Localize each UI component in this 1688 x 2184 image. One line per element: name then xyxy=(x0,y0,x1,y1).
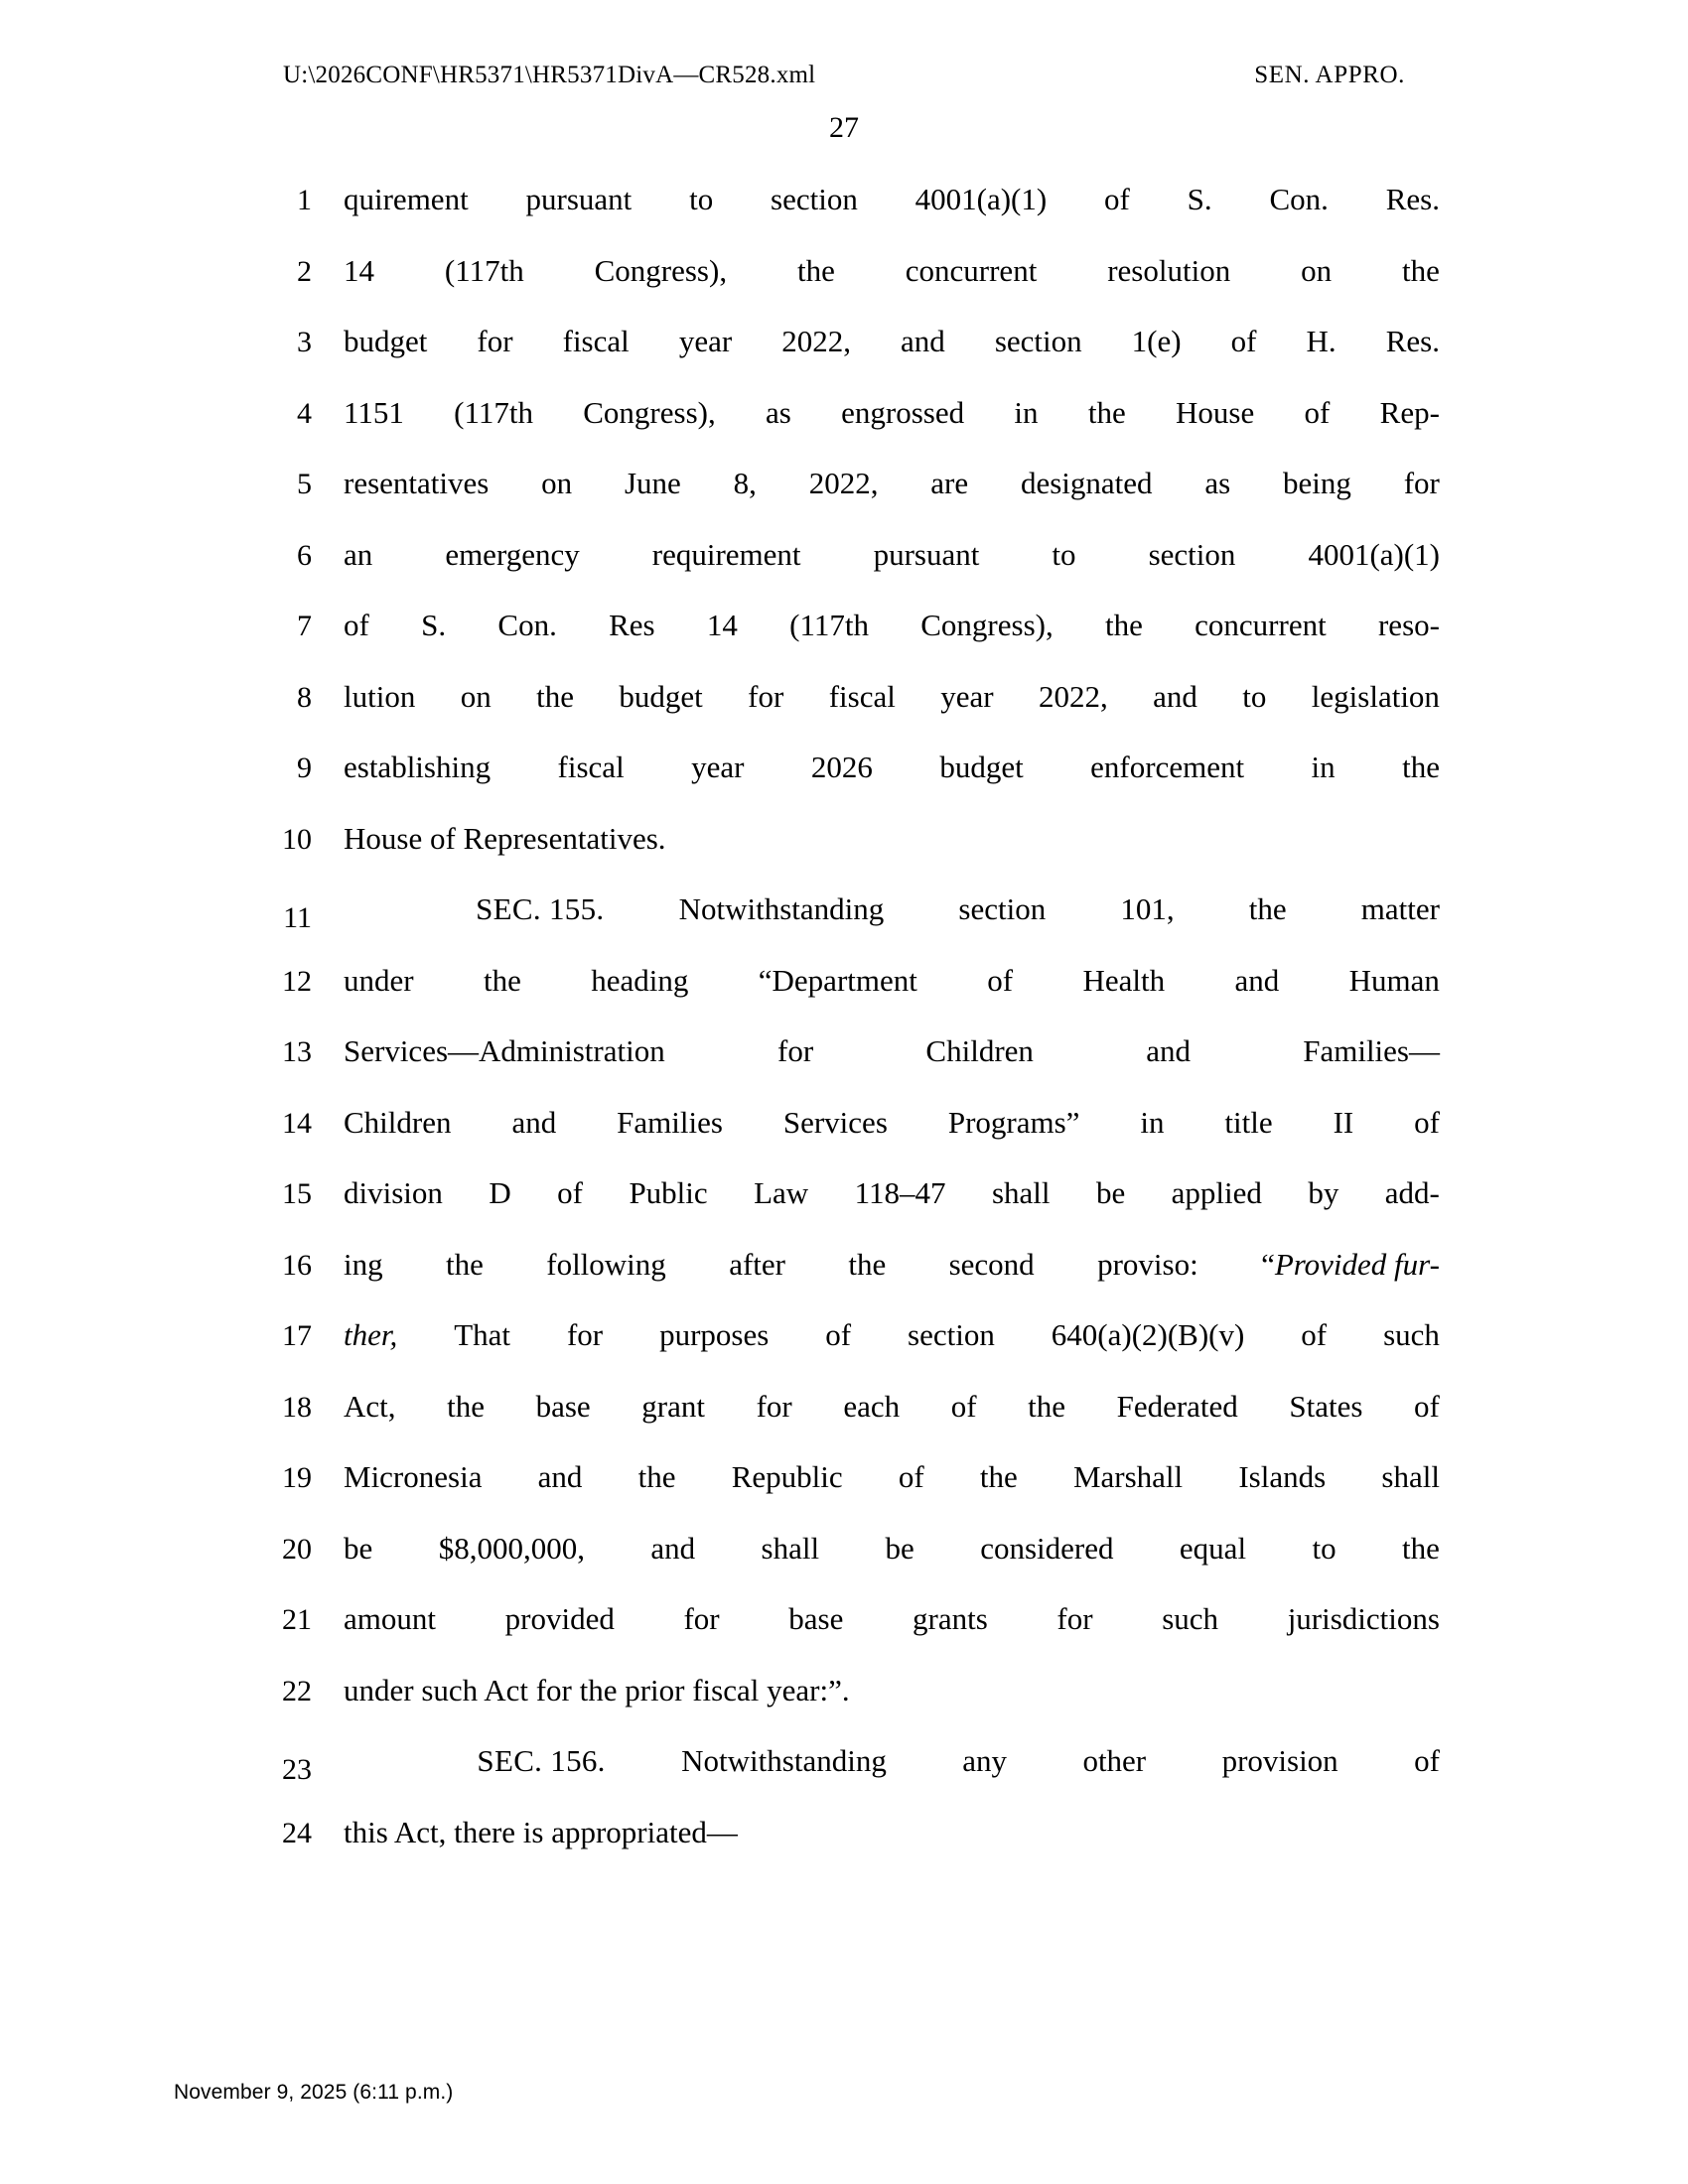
statute-line xyxy=(248,1743,1440,1815)
statute-line xyxy=(248,1033,1440,1105)
word: base xyxy=(788,1601,844,1636)
line-content xyxy=(312,466,1440,501)
word: the xyxy=(536,678,574,714)
word: Act, xyxy=(344,1388,396,1424)
word: Congress), xyxy=(583,394,716,430)
word: Federated xyxy=(1116,1388,1238,1424)
word: other xyxy=(1082,1743,1147,1778)
word: being xyxy=(1283,466,1351,500)
word: lution xyxy=(344,678,416,714)
word: the xyxy=(796,252,835,288)
word: budget xyxy=(939,750,1024,784)
word: resolution xyxy=(1107,252,1231,288)
word: (117th xyxy=(444,252,524,288)
line-content xyxy=(312,608,1440,643)
line-content xyxy=(312,1389,1440,1425)
word: budget xyxy=(344,324,428,358)
line-number: 16 xyxy=(282,1248,312,1282)
paragraph-indent xyxy=(344,891,401,927)
quoted-italic-run xyxy=(1261,1247,1440,1283)
line-content xyxy=(312,1815,1440,1850)
line-number: 22 xyxy=(282,1674,312,1707)
statute-line xyxy=(248,253,1440,325)
word: an xyxy=(344,536,373,572)
line-content xyxy=(312,1033,1440,1069)
word: and xyxy=(1146,1033,1191,1068)
word: grants xyxy=(913,1601,988,1636)
word: division xyxy=(344,1175,443,1210)
word: Human xyxy=(1348,962,1440,998)
word: each xyxy=(843,1388,901,1424)
line-number: 11 xyxy=(283,901,312,934)
line-number: 5 xyxy=(297,468,312,500)
word: the xyxy=(979,1459,1018,1494)
word: of xyxy=(1414,1104,1440,1140)
statute-line xyxy=(248,1815,1440,1886)
word: and xyxy=(1153,678,1197,714)
word: concurrent xyxy=(1195,608,1327,642)
word: the xyxy=(483,962,521,998)
word: emergency xyxy=(445,536,580,572)
word: “ xyxy=(1261,1246,1275,1282)
word: 2022, xyxy=(781,324,851,358)
word: Services—Administration xyxy=(344,1033,665,1068)
word: year xyxy=(691,750,745,784)
word: Con. xyxy=(1269,182,1329,216)
word: be xyxy=(344,1530,373,1566)
line-words: under such Act for the prior fiscal year:”. xyxy=(344,1672,850,1707)
word: legislation xyxy=(1311,678,1440,714)
line-content xyxy=(312,679,1440,715)
line-words: House of Representatives. xyxy=(344,820,666,856)
word: on xyxy=(541,466,573,500)
word: for xyxy=(1056,1601,1093,1636)
word: Notwithstanding xyxy=(678,891,885,926)
word: designated xyxy=(1020,466,1153,500)
word: Public xyxy=(629,1175,708,1210)
line-number: 13 xyxy=(282,1035,312,1068)
word: resentatives xyxy=(344,466,490,500)
word: title xyxy=(1224,1104,1273,1140)
word: Rep- xyxy=(1379,394,1440,430)
word: (117th xyxy=(454,394,533,430)
word: Res. xyxy=(1385,324,1440,358)
word: grant xyxy=(641,1388,705,1424)
word: to xyxy=(1312,1530,1336,1566)
statute-line xyxy=(248,1601,1440,1673)
word: 4001(a)(1) xyxy=(914,182,1048,216)
statute-line xyxy=(248,821,1440,892)
line-number: 23 xyxy=(282,1753,312,1786)
word: of xyxy=(987,962,1014,998)
line-content xyxy=(312,395,1440,431)
line-content xyxy=(312,1105,1440,1141)
word: That xyxy=(454,1317,511,1352)
word: the xyxy=(446,1246,484,1282)
word: Res. xyxy=(1385,182,1440,216)
word: Congress), xyxy=(594,252,728,288)
word: reso- xyxy=(1377,608,1440,642)
word: considered xyxy=(980,1530,1114,1566)
word: the xyxy=(447,1388,485,1424)
line-number: 9 xyxy=(297,751,312,784)
section-label: SEC. 155. xyxy=(476,891,605,926)
line-content xyxy=(312,1247,1440,1283)
word: after xyxy=(729,1246,785,1282)
word: Micronesia xyxy=(344,1459,483,1494)
page-number: 27 xyxy=(829,111,859,144)
word: Law xyxy=(754,1175,809,1210)
line-content xyxy=(312,963,1440,999)
word: in xyxy=(1014,394,1039,430)
word: the xyxy=(848,1246,887,1282)
italic-proviso-text: Provided fur- xyxy=(1274,1246,1440,1282)
line-number: 24 xyxy=(282,1816,312,1849)
word: of xyxy=(1414,1388,1440,1424)
word: the xyxy=(1028,1388,1065,1424)
line-number: 6 xyxy=(297,538,312,572)
word: 2026 xyxy=(810,750,873,784)
word: of xyxy=(825,1317,852,1352)
line-content xyxy=(312,324,1440,359)
word: for xyxy=(756,1388,792,1424)
word: S. xyxy=(1187,182,1212,216)
word: equal xyxy=(1179,1530,1247,1566)
word: the xyxy=(1402,1530,1440,1566)
word: budget xyxy=(619,678,703,714)
line-content xyxy=(312,253,1440,289)
word: ing xyxy=(344,1246,383,1282)
line-number: 2 xyxy=(297,254,312,288)
line-number: 21 xyxy=(282,1603,312,1636)
word: such xyxy=(1162,1601,1219,1636)
word: provided xyxy=(504,1601,615,1636)
word: proviso: xyxy=(1097,1246,1198,1282)
line-content xyxy=(312,821,1440,857)
word: heading xyxy=(591,962,689,998)
statute-line xyxy=(248,1673,1440,1744)
statute-line xyxy=(248,537,1440,609)
word: 2022, xyxy=(808,466,879,500)
statute-line xyxy=(248,608,1440,679)
word: are xyxy=(930,466,969,500)
word: base xyxy=(535,1388,591,1424)
word: 2022, xyxy=(1038,678,1108,714)
word: quirement xyxy=(344,182,469,216)
line-content xyxy=(312,182,1440,217)
word: section xyxy=(994,324,1082,358)
word: shall xyxy=(1381,1459,1440,1494)
word: section xyxy=(908,1317,995,1352)
word: for xyxy=(1403,466,1440,500)
word: be xyxy=(885,1530,914,1566)
word: Programs” xyxy=(947,1104,1080,1140)
word: enforcement xyxy=(1090,750,1245,784)
word: of xyxy=(1414,1743,1440,1778)
word: the xyxy=(1105,608,1143,642)
word: of xyxy=(344,608,369,642)
statute-line xyxy=(248,182,1440,253)
word: for xyxy=(748,678,784,714)
word: and xyxy=(650,1530,696,1566)
word: shall xyxy=(991,1175,1051,1210)
statute-line xyxy=(248,750,1440,821)
line-number: 18 xyxy=(282,1390,312,1424)
line-content xyxy=(312,1601,1440,1637)
word: provision xyxy=(1221,1743,1338,1778)
line-number: 10 xyxy=(282,822,312,856)
statute-line xyxy=(248,1459,1440,1531)
word: on xyxy=(1301,252,1333,288)
line-content xyxy=(312,537,1440,573)
word: $8,000,000, xyxy=(438,1530,585,1566)
word: following xyxy=(546,1246,666,1282)
word: 4001(a)(1) xyxy=(1308,536,1440,572)
word: Notwithstanding xyxy=(681,1743,887,1778)
line-content xyxy=(312,1175,1440,1211)
word: D xyxy=(489,1175,511,1210)
word: for xyxy=(477,324,513,358)
line-content xyxy=(312,891,1440,927)
word: Marshall xyxy=(1072,1459,1184,1494)
word: Children xyxy=(344,1104,452,1140)
word: of xyxy=(950,1388,977,1424)
footer-timestamp: November 9, 2025 (6:11 p.m.) xyxy=(174,2081,454,2104)
word: any xyxy=(962,1743,1008,1778)
statute-line xyxy=(248,1247,1440,1318)
statute-line xyxy=(248,963,1440,1034)
word: for xyxy=(566,1317,604,1352)
word: for xyxy=(777,1033,814,1068)
word: 101, xyxy=(1120,891,1175,926)
word: and xyxy=(537,1459,583,1494)
statute-line xyxy=(248,466,1440,537)
word: 640(a)(2)(B)(v) xyxy=(1051,1317,1245,1352)
word: Congress), xyxy=(920,608,1054,642)
word: in xyxy=(1311,750,1336,784)
statute-line xyxy=(248,1389,1440,1460)
word: of xyxy=(1301,1317,1328,1352)
line-content xyxy=(312,1459,1440,1495)
word: be xyxy=(1095,1175,1126,1210)
line-content xyxy=(312,1743,1440,1779)
word: House xyxy=(1176,394,1255,430)
word: the xyxy=(1402,750,1440,784)
paragraph-indent xyxy=(344,1743,401,1779)
word: in xyxy=(1140,1104,1165,1140)
word: pursuant xyxy=(873,536,980,572)
word: such xyxy=(1383,1317,1440,1352)
running-head xyxy=(283,62,1405,89)
word: year xyxy=(678,324,733,358)
word: section xyxy=(1148,536,1236,572)
word: applied xyxy=(1171,1175,1262,1210)
line-content xyxy=(312,1531,1440,1567)
committee-label: SEN. APPRO. xyxy=(1254,62,1405,88)
line-number: 17 xyxy=(282,1319,312,1352)
line-number: 4 xyxy=(297,396,312,430)
line-number: 3 xyxy=(297,326,312,358)
word: under xyxy=(344,962,414,998)
word: 118–47 xyxy=(854,1175,946,1210)
word: amount xyxy=(344,1601,436,1636)
statute-line xyxy=(248,679,1440,751)
word: purposes xyxy=(659,1317,770,1352)
word: the xyxy=(1248,891,1287,926)
word: (117th xyxy=(789,608,869,642)
word: Con. xyxy=(497,608,557,642)
word: States xyxy=(1289,1388,1363,1424)
section-label: SEC. 156. xyxy=(477,1743,606,1778)
line-number: 15 xyxy=(282,1177,312,1210)
word: Families— xyxy=(1303,1033,1440,1068)
word: Islands xyxy=(1238,1459,1327,1494)
source-file-path: U:\2026CONF\HR5371\HR5371DivA—CR528.xml xyxy=(283,62,816,88)
word: H. xyxy=(1306,324,1336,358)
word: 14 xyxy=(706,608,738,642)
word: as xyxy=(766,394,791,430)
word: Health xyxy=(1082,962,1166,998)
word: and xyxy=(901,324,945,358)
word: June xyxy=(624,466,681,500)
word: add- xyxy=(1384,1175,1440,1210)
word: fiscal xyxy=(557,750,625,784)
word: of xyxy=(1230,324,1257,358)
word: of xyxy=(557,1175,583,1210)
line-number: 7 xyxy=(297,610,312,642)
word: and xyxy=(1234,962,1280,998)
statute-line xyxy=(248,1175,1440,1247)
word: 1151 xyxy=(344,394,404,430)
line-number: 20 xyxy=(282,1532,312,1566)
line-number: 8 xyxy=(297,680,312,714)
word: 1(e) xyxy=(1131,324,1182,358)
word: of xyxy=(1104,182,1130,216)
line-words: this Act, there is appropriated— xyxy=(344,1814,738,1849)
word: to xyxy=(1242,678,1267,714)
word: to xyxy=(1052,536,1076,572)
word: section xyxy=(771,182,858,216)
word: for xyxy=(683,1601,720,1636)
statute-line xyxy=(248,891,1440,963)
line-content xyxy=(312,1317,1440,1353)
statute-line xyxy=(248,1105,1440,1176)
word: Res xyxy=(609,608,655,642)
word: engrossed xyxy=(841,394,965,430)
word: jurisdictions xyxy=(1287,1601,1440,1636)
word: S. xyxy=(421,608,447,642)
word: requirement xyxy=(651,536,801,572)
italic-proviso-text: ther, xyxy=(344,1317,398,1352)
statute-text-body xyxy=(248,182,1440,1885)
line-content xyxy=(312,1673,1440,1708)
statute-line xyxy=(248,1317,1440,1389)
word: 8, xyxy=(733,466,757,500)
word: establishing xyxy=(344,750,492,784)
statute-line xyxy=(248,395,1440,467)
line-number: 14 xyxy=(282,1106,312,1140)
line-number: 1 xyxy=(297,184,312,216)
word: Children xyxy=(925,1033,1034,1068)
word: Republic xyxy=(731,1459,843,1494)
line-number: 19 xyxy=(282,1461,312,1494)
word: to xyxy=(689,182,714,216)
word: and xyxy=(511,1104,557,1140)
word: Families xyxy=(617,1104,723,1140)
statute-line xyxy=(248,324,1440,395)
word: second xyxy=(948,1246,1035,1282)
word: the xyxy=(1402,252,1440,288)
word: concurrent xyxy=(905,252,1038,288)
word: “Department xyxy=(758,962,917,998)
word: Services xyxy=(782,1104,888,1140)
line-number: 12 xyxy=(282,964,312,998)
word: by xyxy=(1308,1175,1339,1210)
word: section xyxy=(958,891,1047,926)
word: 14 xyxy=(344,252,374,288)
word: fiscal xyxy=(828,678,896,714)
word: shall xyxy=(761,1530,820,1566)
word: on xyxy=(460,678,492,714)
word: fiscal xyxy=(562,324,630,358)
statute-line xyxy=(248,1531,1440,1602)
word: II xyxy=(1333,1104,1354,1140)
line-content xyxy=(312,750,1440,785)
word: as xyxy=(1204,466,1231,500)
word: year xyxy=(940,678,994,714)
word: the xyxy=(637,1459,676,1494)
word: pursuant xyxy=(525,182,633,216)
word: matter xyxy=(1360,891,1440,926)
word: of xyxy=(1304,394,1331,430)
word: the xyxy=(1087,394,1126,430)
word: of xyxy=(898,1459,924,1494)
